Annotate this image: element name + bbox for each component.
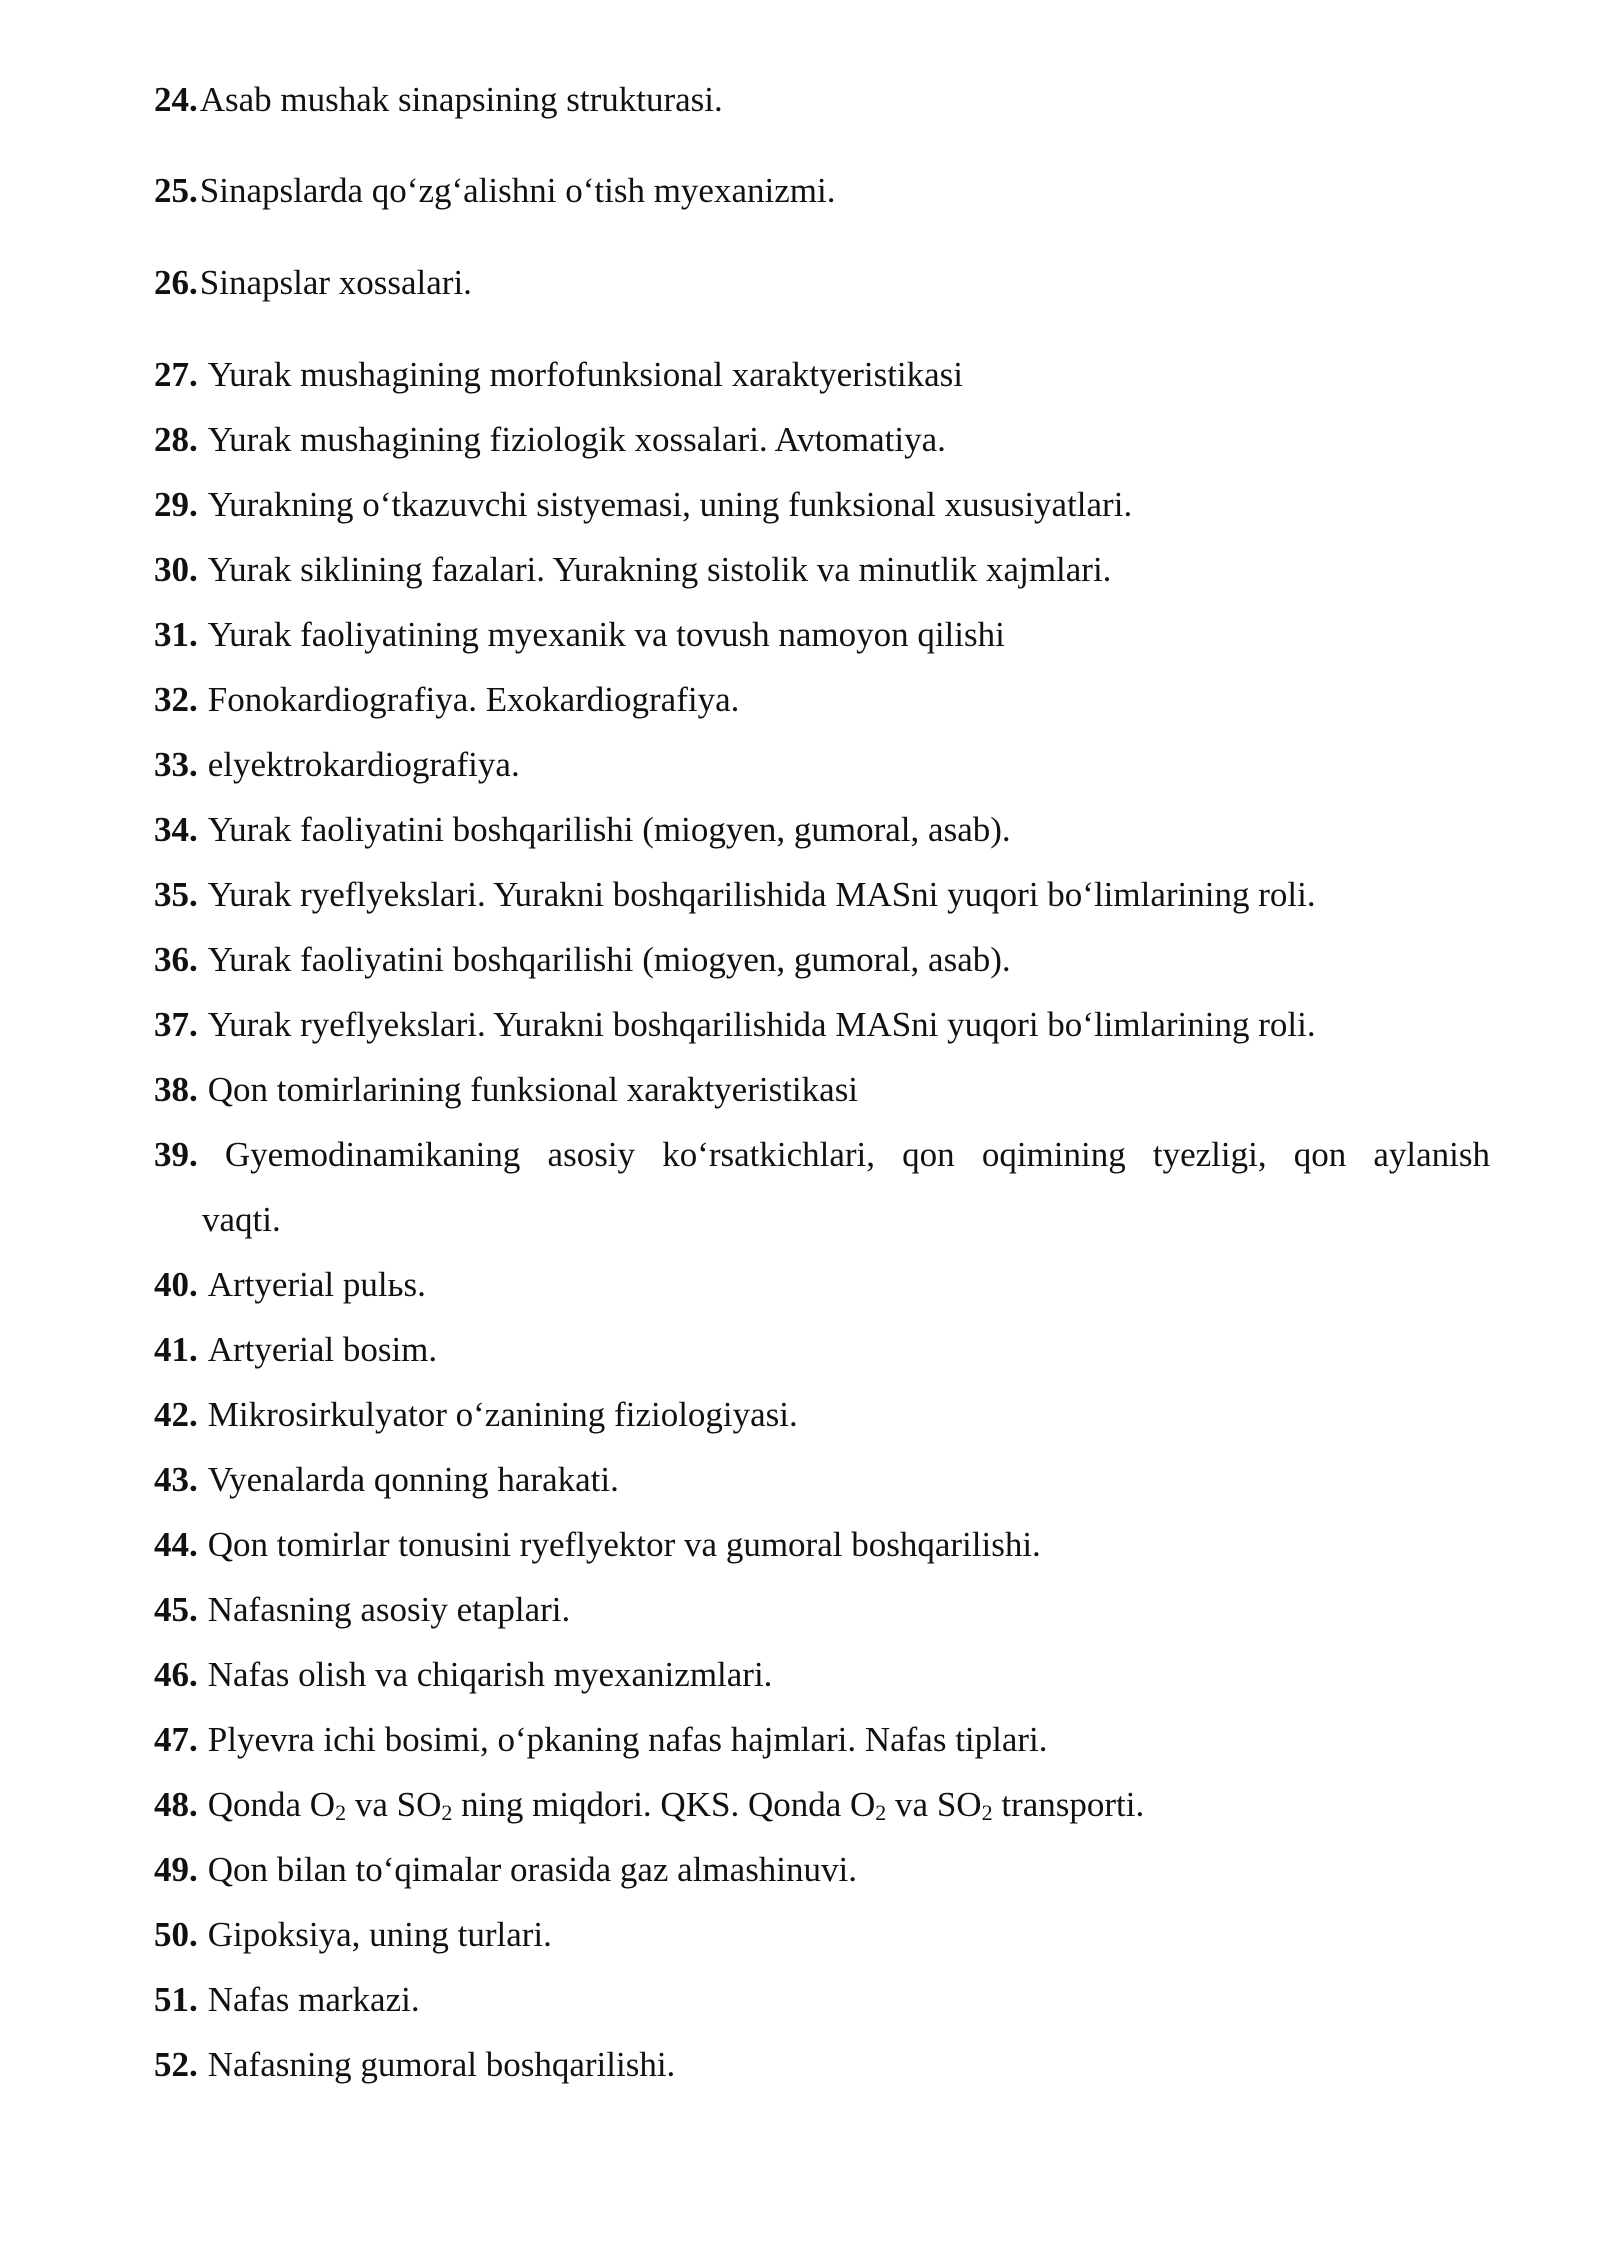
list-item: [154, 667, 1494, 732]
item-text: Qon tomirlar tonusini ryeflyektor va gumoral boshqarilishi.: [207, 1525, 1041, 1564]
list-item: [154, 602, 1494, 667]
item-number: 36.: [154, 940, 198, 979]
item-number: 39.: [154, 1135, 198, 1174]
item-text: Fonokardiografiya. Exokardiografiya.: [207, 680, 740, 719]
item-number: 26.: [154, 263, 198, 302]
list-item: [154, 407, 1494, 472]
item-number: 28.: [154, 420, 198, 459]
item-text: Gipoksiya, uning turlari.: [207, 1915, 552, 1954]
list-item: [154, 1707, 1494, 1772]
list-item: [154, 1382, 1494, 1447]
subscript: 2: [441, 1800, 453, 1825]
list-item: [154, 2032, 1494, 2097]
item-text: Nafas markazi.: [207, 1980, 420, 2019]
item-number: 38.: [154, 1070, 198, 1109]
item-number: 51.: [154, 1980, 198, 2019]
item-text: Qon bilan to‘qimalar orasida gaz almashinuvi.: [207, 1850, 858, 1889]
item-number: 41.: [154, 1330, 198, 1369]
list-item: [154, 158, 1494, 223]
list-item: [154, 1317, 1494, 1382]
item-number: 47.: [154, 1720, 198, 1759]
item-text: Vyenalarda qonning harakati.: [207, 1460, 619, 1499]
item-number: 49.: [154, 1850, 198, 1889]
item-text: Mikrosirkulyator o‘zanining fiziologiyasi.: [207, 1395, 798, 1434]
list-item: [154, 1447, 1494, 1512]
list-item: [154, 1772, 1494, 1837]
item-text: Artyerial bosim.: [207, 1330, 438, 1369]
item-text: Yurak mushagining morfofunksional xaraktyeristikasi: [207, 355, 964, 394]
text-segment: Qonda O: [207, 1785, 336, 1824]
item-number: 34.: [154, 810, 198, 849]
item-text: Nafasning gumoral boshqarilishi.: [207, 2045, 676, 2084]
list-item: [154, 1837, 1494, 1902]
item-number: 43.: [154, 1460, 198, 1499]
item-number: 35.: [154, 875, 198, 914]
list-item: [154, 1122, 1490, 1252]
text-segment: va SO: [346, 1785, 442, 1824]
item-number: 31.: [154, 615, 198, 654]
text-segment: va SO: [886, 1785, 982, 1824]
item-text-continuation: vaqti.: [202, 1200, 281, 1239]
item-text: Sinapslar xossalari.: [199, 263, 472, 302]
item-number: 27.: [154, 355, 198, 394]
item-text: Yurak ryeflyekslari. Yurakni boshqarilishida MASni yuqori bo‘limlarining roli.: [207, 1005, 1316, 1044]
list-item: [154, 537, 1494, 602]
list-item: [154, 862, 1494, 927]
item-number: 48.: [154, 1785, 198, 1824]
item-number: 52.: [154, 2045, 198, 2084]
item-text: Yurak siklining fazalari. Yurakning sistolik va minutlik xajmlari.: [207, 550, 1112, 589]
item-number: 33.: [154, 745, 198, 784]
item-number: 37.: [154, 1005, 198, 1044]
item-number: 25.: [154, 171, 198, 210]
subscript: 2: [875, 1800, 887, 1825]
item-text: Yurak faoliyatini boshqarilishi (miogyen, gumoral, asab).: [207, 810, 1011, 849]
list-item: [154, 1512, 1494, 1577]
text-segment: transporti.: [992, 1785, 1145, 1824]
item-number: 29.: [154, 485, 198, 524]
item-number: 30.: [154, 550, 198, 589]
list-item: [154, 67, 1494, 132]
item-text: Sinapslarda qo‘zg‘alishni o‘tish myexanizmi.: [199, 171, 836, 210]
item-number: 40.: [154, 1265, 198, 1304]
item-text: Asab mushak sinapsining strukturasi.: [199, 80, 723, 119]
text-segment: ning miqdori. QKS. Qonda O: [452, 1785, 876, 1824]
item-text: Yurakning o‘tkazuvchi sistyemasi, uning funksional xususiyatlari.: [207, 485, 1133, 524]
item-number: 42.: [154, 1395, 198, 1434]
item-text: [208, 1785, 1144, 1824]
list-item: [154, 472, 1494, 537]
item-text: Qon tomirlarining funksional xaraktyeristikasi: [207, 1070, 859, 1109]
list-item: [154, 250, 1494, 315]
list-item: [154, 797, 1494, 862]
list-item: [154, 1902, 1494, 1967]
item-text: Yurak faoliyatini boshqarilishi (miogyen, gumoral, asab).: [207, 940, 1011, 979]
list-item: [154, 1642, 1494, 1707]
list-item: [154, 927, 1494, 992]
item-text: Yurak faoliyatining myexanik va tovush namoyon qilishi: [207, 615, 1005, 654]
item-text: Nafas olish va chiqarish myexanizmlari.: [207, 1655, 773, 1694]
item-number: 46.: [154, 1655, 198, 1694]
list-item: [154, 992, 1494, 1057]
list-item: [154, 342, 1494, 407]
item-text: Yurak mushagining fiziologik xossalari. Avtomatiya.: [207, 420, 946, 459]
subscript: 2: [981, 1800, 993, 1825]
item-text: Yurak ryeflyekslari. Yurakni boshqarilishida MASni yuqori bo‘limlarining roli.: [207, 875, 1316, 914]
list-item: [154, 732, 1494, 797]
item-number: 50.: [154, 1915, 198, 1954]
item-number: 44.: [154, 1525, 198, 1564]
list-item: [154, 1057, 1494, 1122]
list-item: [154, 1252, 1494, 1317]
item-number: 24.: [154, 80, 198, 119]
list-item: [154, 1967, 1494, 2032]
item-text: Nafasning asosiy etaplari.: [207, 1590, 571, 1629]
list-item: [154, 1577, 1494, 1642]
item-text: elyektrokardiografiya.: [207, 745, 520, 784]
item-first-line: [154, 1122, 1490, 1187]
subscript: 2: [335, 1800, 347, 1825]
item-text: Plyevra ichi bosimi, o‘pkaning nafas hajmlari. Nafas tiplari.: [207, 1720, 1048, 1759]
item-number: 45.: [154, 1590, 198, 1629]
item-number: 32.: [154, 680, 198, 719]
item-text: Gyemodinamikaning asosiy ko‘rsatkichlari, qon oqimining tyezligi, qon aylanish: [224, 1135, 1491, 1174]
item-text: Artyerial pulьs.: [207, 1265, 426, 1304]
